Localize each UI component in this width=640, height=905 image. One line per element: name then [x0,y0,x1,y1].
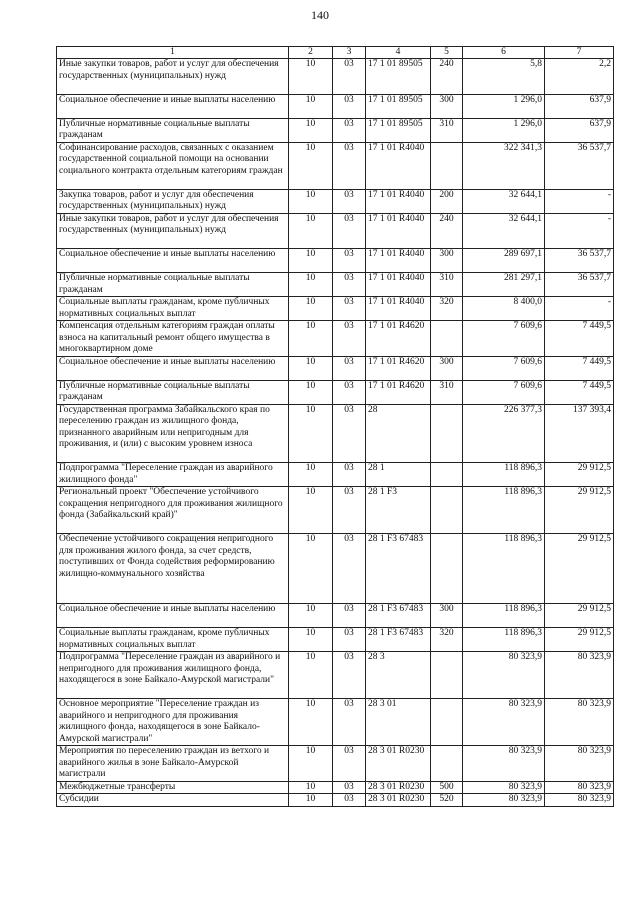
row-expense-type-cell: 200 [431,189,463,213]
row-section-cell: 10 [289,321,333,357]
table-row [57,213,614,249]
row-section-cell: 10 [289,59,333,95]
row-section-cell: 10 [289,463,333,487]
row-amount-year1-cell: 7 609,6 [463,321,545,357]
row-expense-type-cell: 300 [431,604,463,628]
row-name-cell: Публичные нормативные социальные выплаты гражданам [57,118,289,142]
row-expense-type-cell: 310 [431,380,463,404]
table-row [57,94,614,118]
row-target-article-cell: 17 1 01 R4040 [366,297,431,321]
table-row [57,604,614,628]
row-target-article-cell: 17 1 01 R4040 [366,142,431,189]
row-amount-year2-cell: 29 912,5 [545,604,614,628]
row-name-cell: Субсидии [57,794,289,807]
row-section-cell: 10 [289,699,333,746]
row-expense-type-cell [431,534,463,604]
row-subsection-cell: 03 [333,297,366,321]
row-section-cell: 10 [289,94,333,118]
row-target-article-cell: 17 1 01 R4040 [366,189,431,213]
row-name-cell: Социальное обеспечение и иные выплаты населению [57,604,289,628]
row-section-cell: 10 [289,534,333,604]
header-col-2: 2 [289,47,333,59]
table-row [57,404,614,463]
header-col-7: 7 [545,47,614,59]
row-name-cell: Обеспечение устойчивого сокращения непригодного для проживания жилого фонда, за счет средств, поступивших от Фонда содействия реформированию жилищно-коммунального хозяйства [57,534,289,604]
row-subsection-cell: 03 [333,94,366,118]
row-amount-year2-cell: 80 323,9 [545,781,614,794]
row-amount-year1-cell: 7 609,6 [463,380,545,404]
row-expense-type-cell [431,142,463,189]
row-expense-type-cell [431,404,463,463]
row-expense-type-cell [431,699,463,746]
row-subsection-cell: 03 [333,142,366,189]
row-subsection-cell: 03 [333,189,366,213]
row-target-article-cell: 28 3 01 R0230 [366,794,431,807]
row-amount-year1-cell: 118 896,3 [463,463,545,487]
row-amount-year1-cell: 118 896,3 [463,534,545,604]
row-amount-year1-cell: 32 644,1 [463,213,545,249]
table-row [57,463,614,487]
row-subsection-cell: 03 [333,699,366,746]
row-amount-year2-cell: 137 393,4 [545,404,614,463]
row-expense-type-cell: 520 [431,794,463,807]
row-section-cell: 10 [289,487,333,534]
row-target-article-cell: 28 1 F3 67483 [366,604,431,628]
row-amount-year1-cell: 1 296,0 [463,118,545,142]
table-row [57,781,614,794]
row-subsection-cell: 03 [333,794,366,807]
row-amount-year2-cell: 29 912,5 [545,463,614,487]
table-row [57,297,614,321]
row-expense-type-cell: 320 [431,297,463,321]
row-subsection-cell: 03 [333,273,366,297]
table-row [57,380,614,404]
row-subsection-cell: 03 [333,59,366,95]
row-expense-type-cell: 310 [431,273,463,297]
row-amount-year2-cell: 36 537,7 [545,273,614,297]
row-section-cell: 10 [289,189,333,213]
row-amount-year2-cell: 637,9 [545,94,614,118]
row-target-article-cell: 28 1 F3 [366,487,431,534]
row-name-cell: Социальные выплаты гражданам, кроме публичных нормативных социальных выплат [57,628,289,652]
row-amount-year1-cell: 118 896,3 [463,628,545,652]
row-expense-type-cell: 240 [431,213,463,249]
row-amount-year1-cell: 80 323,9 [463,794,545,807]
row-section-cell: 10 [289,213,333,249]
row-target-article-cell: 28 1 [366,463,431,487]
table-row [57,356,614,380]
row-expense-type-cell: 240 [431,59,463,95]
row-amount-year2-cell: 36 537,7 [545,142,614,189]
row-subsection-cell: 03 [333,604,366,628]
row-section-cell: 10 [289,604,333,628]
table-row [57,118,614,142]
row-amount-year2-cell: 80 323,9 [545,794,614,807]
row-expense-type-cell [431,652,463,699]
table-row [57,652,614,699]
row-target-article-cell: 28 3 [366,652,431,699]
header-col-4: 4 [366,47,431,59]
header-col-1: 1 [57,47,289,59]
row-amount-year2-cell: 7 449,5 [545,380,614,404]
row-amount-year2-cell: - [545,297,614,321]
table-row [57,699,614,746]
row-subsection-cell: 03 [333,534,366,604]
row-amount-year2-cell: 29 912,5 [545,628,614,652]
row-expense-type-cell: 320 [431,628,463,652]
row-amount-year2-cell: 29 912,5 [545,487,614,534]
row-amount-year1-cell: 5,8 [463,59,545,95]
row-amount-year1-cell: 80 323,9 [463,746,545,782]
row-amount-year2-cell: - [545,189,614,213]
row-name-cell: Основное мероприятие "Переселение граждан из аварийного и непригодного для проживания жилищного фонда, находящегося в зоне Байкало-Амурской магистрали" [57,699,289,746]
row-name-cell: Публичные нормативные социальные выплаты гражданам [57,380,289,404]
row-expense-type-cell [431,487,463,534]
row-target-article-cell: 17 1 01 R4040 [366,213,431,249]
row-amount-year2-cell: 80 323,9 [545,746,614,782]
row-amount-year2-cell: 7 449,5 [545,321,614,357]
row-amount-year1-cell: 322 341,3 [463,142,545,189]
row-name-cell: Закупка товаров, работ и услуг для обеспечения государственных (муниципальных) нужд [57,189,289,213]
row-expense-type-cell: 310 [431,118,463,142]
row-target-article-cell: 28 3 01 R0230 [366,781,431,794]
row-amount-year1-cell: 80 323,9 [463,652,545,699]
table-row [57,189,614,213]
row-section-cell: 10 [289,273,333,297]
row-target-article-cell: 28 3 01 R0230 [366,746,431,782]
row-name-cell: Иные закупки товаров, работ и услуг для обеспечения государственных (муниципальных) нужд [57,59,289,95]
row-name-cell: Государственная программа Забайкальского края по переселению граждан из жилищного фонда, признанного аварийным или непригодным для проживания, и (или) с высоким уровнем износа [57,404,289,463]
row-expense-type-cell: 300 [431,249,463,273]
row-section-cell: 10 [289,142,333,189]
table-row [57,794,614,807]
table-row [57,321,614,357]
row-amount-year1-cell: 289 697,1 [463,249,545,273]
row-amount-year2-cell: 7 449,5 [545,356,614,380]
row-amount-year1-cell: 226 377,3 [463,404,545,463]
row-section-cell: 10 [289,794,333,807]
row-amount-year1-cell: 118 896,3 [463,604,545,628]
row-section-cell: 10 [289,404,333,463]
row-subsection-cell: 03 [333,781,366,794]
row-target-article-cell: 28 1 F3 67483 [366,534,431,604]
row-name-cell: Компенсация отдельным категориям граждан оплаты взноса на капитальный ремонт общего имущества в многоквартирном доме [57,321,289,357]
page-number: 140 [311,8,329,22]
row-section-cell: 10 [289,356,333,380]
row-target-article-cell: 17 1 01 89505 [366,118,431,142]
row-section-cell: 10 [289,297,333,321]
row-amount-year1-cell: 8 400,0 [463,297,545,321]
row-target-article-cell: 17 1 01 R4620 [366,356,431,380]
table-row [57,59,614,95]
row-subsection-cell: 03 [333,380,366,404]
row-amount-year2-cell: 29 912,5 [545,534,614,604]
row-target-article-cell: 17 1 01 89505 [366,94,431,118]
row-section-cell: 10 [289,652,333,699]
row-target-article-cell: 28 [366,404,431,463]
row-subsection-cell: 03 [333,249,366,273]
row-expense-type-cell: 300 [431,94,463,118]
table-row [57,249,614,273]
row-amount-year2-cell: - [545,213,614,249]
row-name-cell: Социальное обеспечение и иные выплаты населению [57,356,289,380]
row-section-cell: 10 [289,380,333,404]
row-subsection-cell: 03 [333,463,366,487]
row-target-article-cell: 17 1 01 89505 [366,59,431,95]
row-name-cell: Социальные выплаты гражданам, кроме публичных нормативных социальных выплат [57,297,289,321]
row-amount-year1-cell: 32 644,1 [463,189,545,213]
table-row [57,273,614,297]
row-target-article-cell: 28 3 01 [366,699,431,746]
table-row [57,628,614,652]
row-subsection-cell: 03 [333,487,366,534]
row-subsection-cell: 03 [333,628,366,652]
budget-table [56,46,614,807]
row-amount-year2-cell: 80 323,9 [545,652,614,699]
row-subsection-cell: 03 [333,746,366,782]
row-name-cell: Подпрограмма "Переселение граждан из аварийного жилищного фонда" [57,463,289,487]
row-target-article-cell: 17 1 01 R4620 [366,380,431,404]
table-header-row [57,47,614,59]
row-target-article-cell: 28 1 F3 67483 [366,628,431,652]
row-target-article-cell: 17 1 01 R4620 [366,321,431,357]
header-col-6: 6 [463,47,545,59]
row-expense-type-cell: 500 [431,781,463,794]
row-amount-year2-cell: 637,9 [545,118,614,142]
row-amount-year1-cell: 118 896,3 [463,487,545,534]
table-row [57,142,614,189]
table-row [57,487,614,534]
row-expense-type-cell [431,746,463,782]
row-expense-type-cell: 300 [431,356,463,380]
row-name-cell: Социальное обеспечение и иные выплаты населению [57,249,289,273]
row-amount-year1-cell: 80 323,9 [463,699,545,746]
row-name-cell: Иные закупки товаров, работ и услуг для обеспечения государственных (муниципальных) нужд [57,213,289,249]
row-amount-year2-cell: 36 537,7 [545,249,614,273]
header-col-5: 5 [431,47,463,59]
row-amount-year1-cell: 1 296,0 [463,94,545,118]
row-subsection-cell: 03 [333,356,366,380]
row-section-cell: 10 [289,628,333,652]
row-target-article-cell: 17 1 01 R4040 [366,249,431,273]
row-expense-type-cell [431,463,463,487]
row-amount-year1-cell: 281 297,1 [463,273,545,297]
row-section-cell: 10 [289,118,333,142]
row-expense-type-cell [431,321,463,357]
row-name-cell: Софинансирование расходов, связанных с оказанием государственной социальной помощи на основании социального контракта отдельным категориям граждан [57,142,289,189]
row-subsection-cell: 03 [333,213,366,249]
row-amount-year1-cell: 80 323,9 [463,781,545,794]
row-name-cell: Региональный проект "Обеспечение устойчивого сокращения непригодного для проживания жилищного фонда (Забайкальский край)" [57,487,289,534]
table-row [57,534,614,604]
row-section-cell: 10 [289,249,333,273]
row-amount-year1-cell: 7 609,6 [463,356,545,380]
row-name-cell: Публичные нормативные социальные выплаты гражданам [57,273,289,297]
row-subsection-cell: 03 [333,652,366,699]
row-section-cell: 10 [289,746,333,782]
row-name-cell: Мероприятия по переселению граждан из ветхого и аварийного жилья в зоне Байкало-Амурской магистрали [57,746,289,782]
header-col-3: 3 [333,47,366,59]
table-row [57,746,614,782]
row-name-cell: Межбюджетные трансферты [57,781,289,794]
row-subsection-cell: 03 [333,404,366,463]
row-amount-year2-cell: 80 323,9 [545,699,614,746]
row-subsection-cell: 03 [333,118,366,142]
table-body [57,59,614,807]
row-name-cell: Подпрограмма "Переселение граждан из аварийного и непригодного для проживания жилищного фонда, находящегося в зоне Байкало-Амурской магистрали" [57,652,289,699]
row-amount-year2-cell: 2,2 [545,59,614,95]
row-subsection-cell: 03 [333,321,366,357]
row-name-cell: Социальное обеспечение и иные выплаты населению [57,94,289,118]
row-section-cell: 10 [289,781,333,794]
row-target-article-cell: 17 1 01 R4040 [366,273,431,297]
